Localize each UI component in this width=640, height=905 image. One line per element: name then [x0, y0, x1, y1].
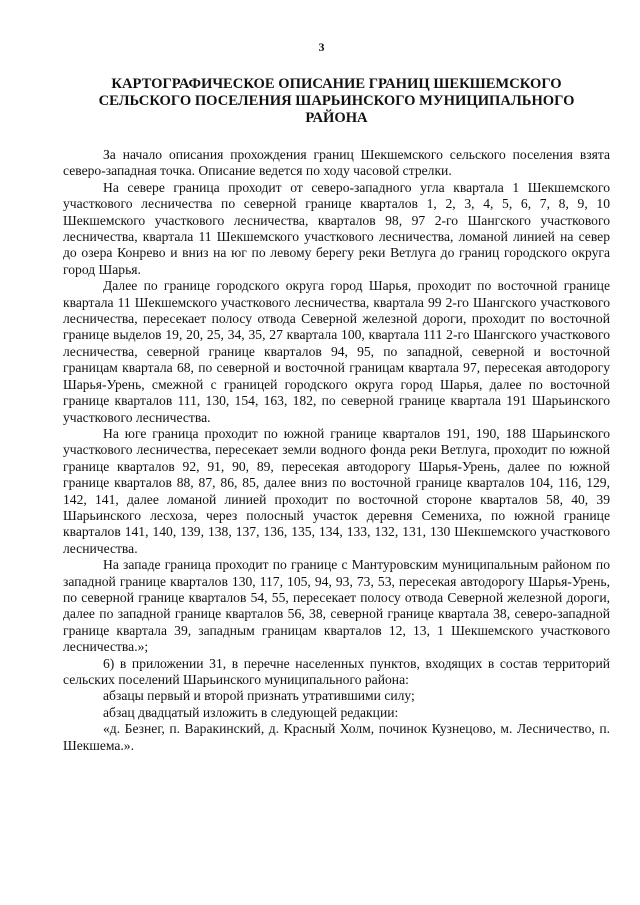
page-number: 3: [318, 40, 325, 54]
paragraph-amend: абзац двадцатый изложить в следующей редакции:: [103, 704, 399, 720]
paragraph-east: Далее по границе городского округа город Шарья, проходит по восточной границе квартала 11 Шекшемского участкового лесничества, квартала 99 2-го Шангского участкового лесничества, пересекает полосу отвода Северной железной дороги, проходит по восточной границе выделов 19, 20, 25, 34, 35, 27 квартала 100, квартала 111 2-го Шангского участкового лесничества, северной границе кварталов 94, 95, по западной, северной и восточной границам квартала 68, по северной и восточной границам квартала 97, пересекая автодорогу Шарья-Урень, смежной с границей городского округа город Шарья, далее по восточной границе кварталов 111, 130, 154, 163, 182, по северной границе квартала 191 Шарьинского участкового лесничества.: [63, 278, 610, 425]
paragraph-west: На западе граница проходит по границе с Мантуровским муниципальным районом по западной границе кварталов 130, 117, 105, 94, 93, 73, 53, пересекая автодорогу Шарья-Урень, по северной границе кварталов 54, 55, пересекает полосу отвода Северной железной дороги, далее по западной границе кварталов 56, 38, северной границе квартала 38, северо-западной границе квартала 39, западным границам кварталов 12, 13, 1 Шекшемского участкового лесничества.»;: [63, 557, 610, 655]
paragraph-repeal: абзацы первый и второй признать утратившими силу;: [103, 688, 415, 704]
paragraph-settlements: «д. Безнег, п. Варакинский, д. Красный Холм, починок Кузнецово, м. Лесничество, п. Шекшема.».: [63, 721, 610, 753]
document-title: [63, 76, 610, 127]
paragraph-item-6: 6) в приложении 31, в перечне населенных пунктов, входящих в состав территорий сельских поселений Шарьинского муниципального района:: [63, 655, 610, 687]
document-body: [63, 147, 610, 754]
paragraph-intro: За начало описания прохождения границ Шекшемского сельского поселения взята северо-западная точка. Описание ведется по ходу часовой стрелки.: [63, 147, 610, 179]
paragraph-north: На севере граница проходит от северо-западного угла квартала 1 Шекшемского участкового лесничества по северной границе кварталов 1, 2, 3, 4, 5, 6, 7, 8, 9, 10 Шекшемского участкового лесничества, кварталов 98, 97 2-го Шангского участкового лесничества, квартала 11 Шекшемского участкового лесничества, ломаной линией на север до озера Конрево и вниз на юг по левому берегу реки Ветлуга до границ городского округа город Шарья.: [63, 179, 610, 277]
paragraph-south: На юге граница проходит по южной границе кварталов 191, 190, 188 Шарьинского участкового лесничества, пересекает земли водного фонда реки Ветлуга, проходит по южной границе кварталов 92, 91, 90, 89, пересекая автодорогу Шарья-Урень, далее по южной границе кварталов 88, 87, 86, 85, далее вниз по восточной границе кварталов 104, 116, 129, 142, 141, далее ломаной линией проходит по восточной стороне кварталов 58, 40, 39 Шарьинского лесхоза, через полосный участок деревня Семениха, по южной границе кварталов 141, 140, 139, 138, 137, 136, 135, 134, 133, 132, 131, 130 Шекшемского участкового лесничества.: [63, 425, 610, 556]
title-line-3: РАЙОНА: [305, 110, 368, 126]
title-line-2: СЕЛЬСКОГО ПОСЕЛЕНИЯ ШАРЬИНСКОГО МУНИЦИПАЛЬНОГО: [98, 93, 575, 109]
title-line-1: КАРТОГРАФИЧЕСКОЕ ОПИСАНИЕ ГРАНИЦ ШЕКШЕМСКОГО: [111, 76, 562, 92]
